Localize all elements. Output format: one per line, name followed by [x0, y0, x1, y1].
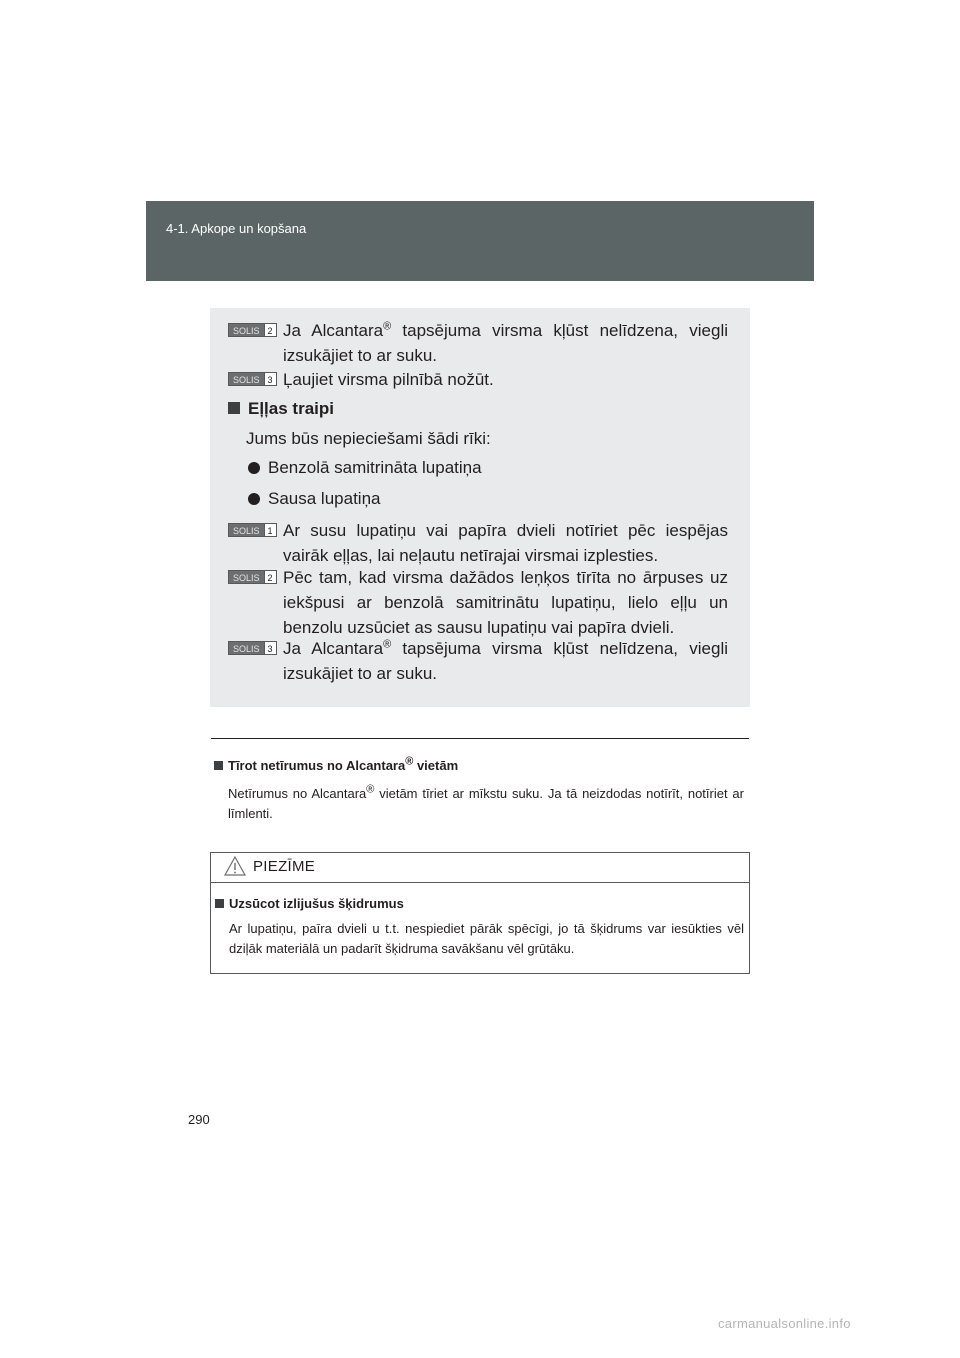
step-item: [228, 636, 728, 686]
tool-item: Sausa lupatiņa: [248, 489, 380, 509]
square-bullet-icon: [228, 402, 240, 414]
note-text: Netīrumus no Alcantara® vietām tīriet ar mīkstu suku. Ja tā neizdodas notīrīt, notīriet ar līmlenti.: [228, 783, 744, 821]
step-text: Ja Alcantara® tapsējuma virsma kļūst nelīdzena, viegli izsukājiet to ar suku.: [283, 638, 729, 683]
notice-subheading: Uzsūcot izlijušus šķidrumus: [215, 896, 404, 911]
notice-box: [210, 852, 750, 974]
warning-icon: [224, 856, 246, 876]
step-badge: SOLIS 3: [228, 372, 277, 386]
step-text: Ar susu lupatiņu vai papīra dvieli notīriet pēc iespējas vairāk eļļas, lai neļautu netīrajai virsmai izplesties.: [283, 521, 728, 565]
square-bullet-icon: [214, 761, 223, 770]
round-bullet-icon: [248, 462, 260, 474]
oil-stains-heading: Eļļas traipi: [228, 399, 334, 419]
divider: [211, 738, 749, 739]
step-badge: SOLIS 2: [228, 570, 277, 584]
step-badge: SOLIS 2: [228, 323, 277, 337]
square-bullet-icon: [215, 899, 224, 908]
step-item: [228, 367, 728, 392]
step-text: Ļaujiet virsma pilnībā nožūt.: [283, 370, 494, 389]
step-item: [228, 318, 728, 368]
step-badge: SOLIS 1: [228, 523, 277, 537]
watermark: carmanualsonline.info: [718, 1316, 851, 1331]
notice-header: [211, 853, 749, 883]
round-bullet-icon: [248, 493, 260, 505]
step-text: Pēc tam, kad virsma dažādos leņķos tīrīta no ārpuses uz iekšpusi ar benzolā samitrinātu lupatiņu, lielo eļļu un benzolu uzsūciet as sausu lupatiņu vai papīra dvieli.: [283, 568, 728, 637]
tool-item: Benzolā samitrināta lupatiņa: [248, 458, 482, 478]
step-badge: SOLIS 3: [228, 641, 277, 655]
step-item: [228, 518, 728, 568]
notice-text: Ar lupatiņu, paīra dvieli u t.t. nespiediet pārāk spēcīgi, jo tā šķidrums var iesūkties vēl dziļāk materiālā un padarīt šķidruma savākšanu vēl grūtāku.: [229, 921, 744, 956]
note-heading: Tīrot netīrumus no Alcantara® vietām: [214, 758, 458, 773]
notice-title: PIEZĪME: [253, 858, 316, 875]
step-item: [228, 565, 728, 640]
tools-intro: Jums būs nepieciešami šādi rīki:: [246, 429, 491, 448]
page-number: 290: [188, 1112, 210, 1127]
chapter-title: 4-1. Apkope un kopšana: [166, 221, 307, 236]
chapter-header: [146, 201, 814, 281]
step-text: Ja Alcantara® tapsējuma virsma kļūst nelīdzena, viegli izsukājiet to ar suku.: [283, 320, 729, 365]
cleaning-steps-box: [210, 308, 750, 707]
